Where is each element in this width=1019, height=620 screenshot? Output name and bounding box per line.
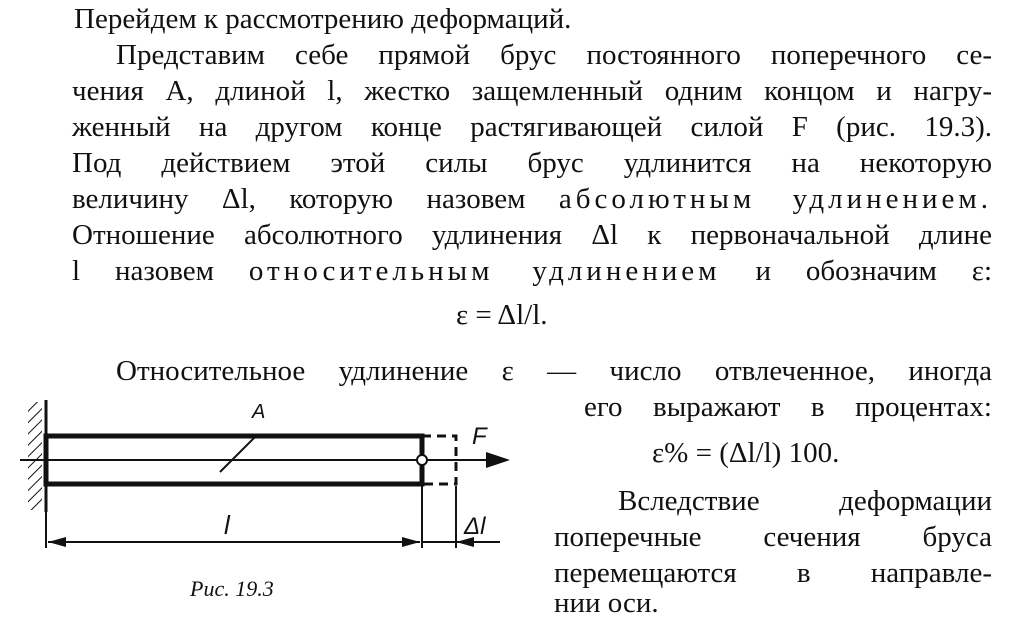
wall-hatching <box>28 402 42 510</box>
formula-strain: ε = Δl/l. <box>456 299 548 331</box>
paragraph-line-3: женный на другом конце растягивающей силой F (рис. 19.3). <box>72 111 992 143</box>
paragraph-line-7-text-c: и обозначим ε: <box>755 255 993 287</box>
load-point <box>417 455 427 465</box>
figure-caption: Рис. 19.3 <box>190 576 274 601</box>
dim-arrow-left <box>48 537 66 547</box>
paragraph-line-6: Отношение абсолютного удлинения Δl к первоначальной длине <box>72 219 992 251</box>
paragraph-consequence-line-4: нии оси. <box>554 587 659 619</box>
label-length: l <box>224 510 230 540</box>
paragraph-deformations-intro: Перейдем к рассмотрению деформаций. <box>74 3 572 35</box>
area-leader-line <box>220 436 256 472</box>
paragraph-consequence-line-3: перемещаются в направле- <box>554 557 992 589</box>
paragraph-percent-intro: его выражают в процентах: <box>584 391 992 423</box>
label-force: F <box>472 423 487 450</box>
paragraph-line-5 <box>72 182 992 216</box>
term-absolute-elongation: абсолютным удлинением. <box>558 183 992 215</box>
dim-arrow-right <box>402 537 420 547</box>
term-relative-elongation: относительным удлинением <box>248 255 721 287</box>
paragraph-line-2: чения A, длиной l, жестко защемленный одним концом и нагру- <box>72 75 992 107</box>
paragraph-consequence-line-1: Вследствие деформации <box>618 485 992 517</box>
label-delta: Δl <box>464 513 486 540</box>
paragraph-line-1: Представим себе прямой брус постоянного поперечного се- <box>116 39 992 71</box>
label-area: A <box>252 401 266 423</box>
paragraph-line-4: Под действием этой силы брус удлинится на некоторую <box>72 147 992 179</box>
paragraph-relative-elongation: Относительное удлинение ε — число отвлеченное, иногда <box>116 355 992 387</box>
paragraph-line-7-text-a: l назовем <box>72 255 214 287</box>
paragraph-line-5-text: величину Δl, которую назовем <box>72 183 526 215</box>
formula-percent: ε% = (Δl/l) 100. <box>652 437 840 469</box>
force-arrow-head <box>486 452 510 468</box>
paragraph-consequence-line-2: поперечные сечения бруса <box>554 521 992 553</box>
figure-bar-diagram <box>20 396 530 556</box>
paragraph-line-7 <box>72 254 992 288</box>
